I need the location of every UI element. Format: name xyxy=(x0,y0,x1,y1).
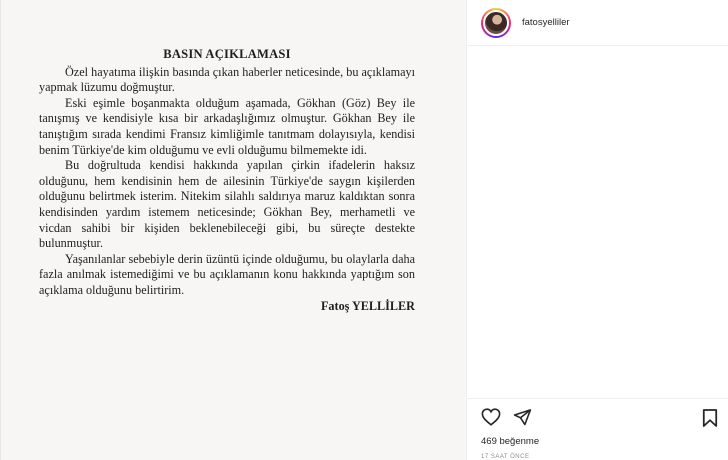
statement-title: BASIN AÇIKLAMASI xyxy=(163,47,291,61)
post-actions xyxy=(467,398,728,460)
avatar[interactable] xyxy=(481,8,511,38)
press-statement xyxy=(39,47,415,314)
statement-paragraph-4: Yaşanılanlar sebebiyle derin üzüntü içinde olduğumu, bu olaylarla daha fazla anılmak istemediğimi ve bu açıklamanın konu hakkında yaptığım son açıklama olduğunu belirtirim. xyxy=(39,251,415,297)
post-image[interactable] xyxy=(1,0,466,460)
heart-icon[interactable] xyxy=(481,408,501,426)
avatar-image xyxy=(483,10,509,36)
statement-paragraph-2: Eski eşimle boşanmakta olduğum aşamada, Gökhan (Göz) Bey ile tanışmış ve kendisiyle kısa bir arkadaşlığımız olmuştur. Gökhan Bey ile tanıştığım sırada kendimi Fransız kimliğimle tanıtmam dolayısıyla, kendisi benim Türkiye'de kim olduğumu ve evli olduğumu bilmemekte idi. xyxy=(39,95,415,157)
comments-area xyxy=(467,46,728,398)
post-side-panel xyxy=(466,0,728,460)
bookmark-icon[interactable] xyxy=(702,408,718,428)
post-timestamp: 17 SAAT ÖNCE xyxy=(481,454,530,460)
statement-signature: Fatoş YELLİLER xyxy=(320,298,415,313)
statement-paragraph-1: Özel hayatıma ilişkin basında çıkan haberler neticesinde, bu açıklamayı yapmak lüzumu doğmuştur. xyxy=(39,64,415,95)
post-header xyxy=(467,0,728,46)
statement-paragraph-3: Bu doğrultuda kendisi hakkında yapılan çirkin ifadelerin haksız olduğunu, hem kendisinin hem de ailesinin Türkiye'de saygın kişilerden olduğunu belirtmek isterim. Nitekim silahlı saldırıya maruz kaldıktan sonra kendisinden yardım istemem neticesinde; Gökhan Bey, merhametli ve vicdan sahibi bir kişiden beklenebileceği gibi, bu süreçte destekte bulunmuştur. xyxy=(39,158,415,251)
likes-count[interactable]: 469 beğenme xyxy=(481,436,540,447)
username-link[interactable]: fatosyelliler xyxy=(522,17,570,28)
send-icon[interactable] xyxy=(513,408,532,426)
